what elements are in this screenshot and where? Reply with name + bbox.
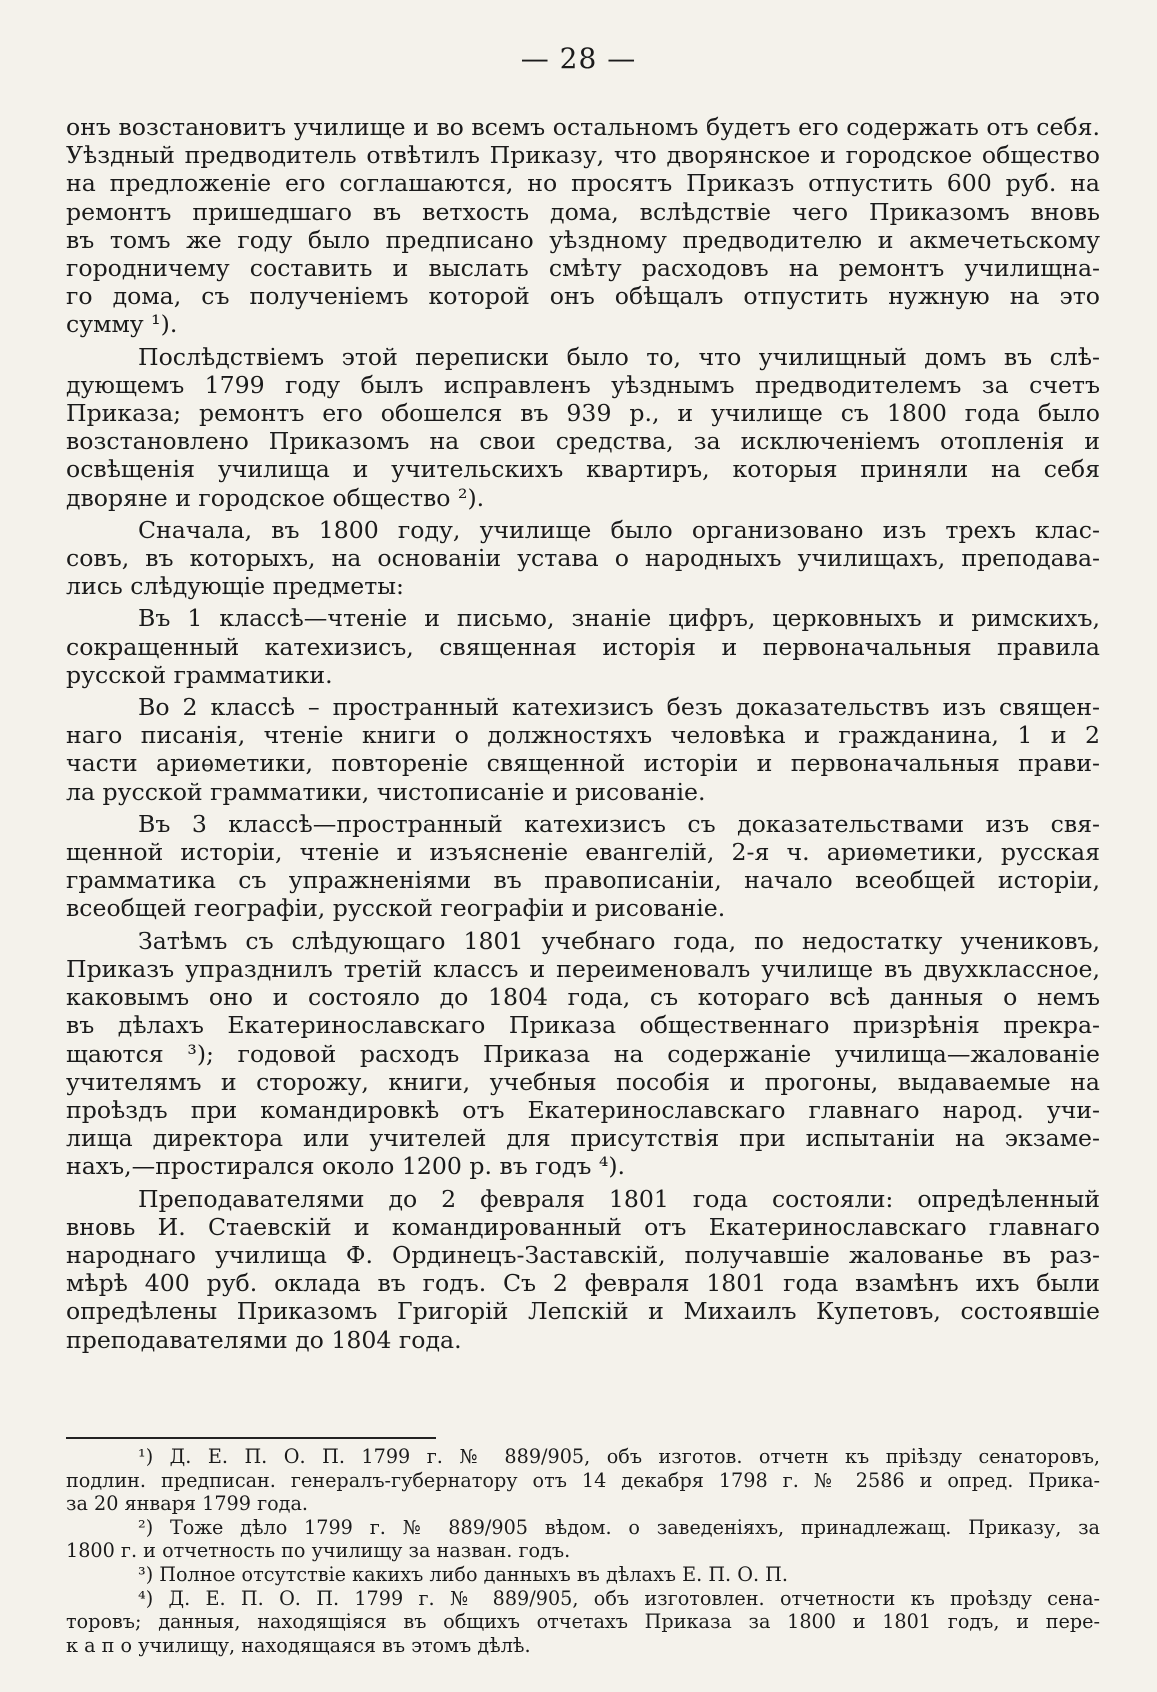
footnotes — [66, 1445, 1100, 1657]
text-line: освѣщенія училища и учительскихъ квартиръ, которыя приняли на себя — [66, 455, 1100, 484]
footnote — [66, 1563, 1100, 1587]
text-line: городничему составить и выслать смѣту расходовъ на ремонтъ училищна- — [66, 254, 1100, 283]
footnote-line: ²) Тоже дѣло 1799 г. № 889/905 вѣдом. о заведеніяхъ, принадлежащ. Приказу, за — [138, 1515, 1100, 1539]
text-line: онъ возстановитъ училище и во всемъ остальномъ будетъ его содержать отъ себя. — [66, 113, 1100, 141]
text-line: наго писанія, чтеніе книги о должностяхъ человѣка и гражданина, 1 и 2 — [66, 721, 1100, 750]
text-line: народнаго училища Ф. Ординецъ-Заставскій, получавшіе жалованье въ раз- — [66, 1240, 1100, 1269]
text-line: Послѣдствіемъ этой переписки было то, что училищный домъ въ слѣ- — [138, 342, 1100, 371]
text-line: Приказа; ремонтъ его обошелся въ 939 р., и училище съ 1800 года было — [66, 399, 1100, 428]
footnote-line: за 20 января 1799 года. — [66, 1492, 309, 1516]
paragraph — [66, 1185, 1100, 1354]
text-line: щаются ³); годовой расходъ Приказа на содержаніе училища—жалованіе — [66, 1039, 1100, 1068]
footnote-line: торовъ; данныя, находящіяся въ общихъ отчетахъ Приказа за 1800 и 1801 годъ, и пере- — [66, 1610, 1100, 1634]
text-line: части ариѳметики, повтореніе священной исторіи и первоначальныя прави- — [66, 749, 1100, 778]
text-line: Въ 1 классѣ—чтеніе и письмо, знаніе цифръ, церковныхъ и римскихъ, — [138, 604, 1100, 633]
text-line: Въ 3 классѣ—пространный катехизисъ съ доказательствами изъ свя- — [138, 809, 1100, 838]
text-line: преподавателями до 1804 года. — [66, 1325, 462, 1354]
text-line: Преподавателями до 2 февраля 1801 года состояли: опредѣленный — [138, 1184, 1100, 1213]
text-line: дворяне и городское общество ²). — [66, 483, 485, 512]
paragraph — [66, 693, 1100, 806]
text-line: ла русской грамматики, чистописаніе и рисованіе. — [66, 777, 706, 806]
paragraph — [66, 343, 1100, 512]
text-line: лись слѣдующіе предметы: — [66, 572, 405, 601]
text-line: Во 2 классѣ – пространный катехизисъ безъ доказательствъ изъ священ- — [138, 693, 1100, 722]
footnote-line: к а п о училищу, находящаяся въ этомъ дѣлѣ. — [66, 1633, 531, 1657]
footnote-line: 1800 г. и отчетность по училищу за назван. годъ. — [66, 1539, 571, 1563]
paragraph — [66, 113, 1100, 339]
text-line: русской грамматики. — [66, 660, 333, 689]
footnote-line: ¹) Д. Е. П. О. П. 1799 г. № 889/905, объ изготов. отчетн къ пріѣзду сенаторовъ, — [138, 1445, 1100, 1468]
text-line: дующемъ 1799 году былъ исправленъ уѣзднымъ предводителемъ за счетъ — [66, 370, 1100, 399]
footnote — [66, 1445, 1100, 1516]
text-line: учителямъ и сторожу, книги, учебныя пособія и прогоны, выдаваемые на — [66, 1067, 1100, 1096]
text-line: возстановлено Приказомъ на свои средства, за исключеніемъ отопленія и — [66, 427, 1100, 456]
text-line: ремонтъ пришедшаго въ ветхость дома, вслѣдствіе чего Приказомъ вновь — [66, 197, 1100, 226]
paragraph — [66, 927, 1100, 1181]
paragraph — [66, 810, 1100, 923]
page-number: — 28 — — [520, 42, 637, 75]
text-line: Уѣздный предводитель отвѣтилъ Приказу, что дворянское и городское общество — [66, 141, 1100, 170]
footnote-line: ³) Полное отсутствіе какихъ либо данныхъ въ дѣлахъ Е. П. О. П. — [138, 1562, 789, 1586]
text-line: мѣрѣ 400 руб. оклада въ годъ. Съ 2 февраля 1801 года взамѣнъ ихъ были — [66, 1269, 1100, 1298]
text-line: Приказъ упразднилъ третій классъ и переименовалъ училище въ двухклассное, — [66, 954, 1100, 983]
text-line: опредѣлены Приказомъ Григорій Лепскій и Михаилъ Купетовъ, состоявшіе — [66, 1297, 1100, 1326]
text-line: грамматика съ упражненіями въ правописаніи, начало всеобщей исторіи, — [66, 866, 1100, 895]
text-line: сокращенный катехизисъ, священная исторія и первоначальныя правила — [66, 632, 1100, 661]
footnote-separator — [66, 1437, 436, 1439]
text-line: лища директора или учителей для присутствія при испытаніи на экзаме- — [66, 1124, 1100, 1153]
text-line: сумму ¹). — [66, 310, 178, 339]
text-line: въ дѣлахъ Екатеринославскаго Приказа общественнаго призрѣнія прекра- — [66, 1011, 1100, 1040]
text-line: нахъ,—простирался около 1200 р. въ годъ ⁴). — [66, 1152, 626, 1181]
paragraph — [66, 516, 1100, 601]
paragraph — [66, 604, 1100, 689]
text-line: на предложеніе его соглашаются, но просятъ Приказъ отпустить 600 руб. на — [66, 169, 1100, 198]
text-line: щенной исторіи, чтеніе и изъясненіе евангелій, 2-я ч. ариѳметики, русская — [66, 838, 1100, 867]
text-line: Сначала, въ 1800 году, училище было организовано изъ трехъ клас- — [138, 515, 1100, 544]
footnote-line: ⁴) Д. Е. П. О. П. 1799 г. № 889/905, объ изготовлен. отчетности къ проѣзду сена- — [138, 1586, 1100, 1610]
footnote — [66, 1587, 1100, 1658]
footnote — [66, 1516, 1100, 1563]
text-line: го дома, съ полученіемъ которой онъ обѣщалъ отпустить нужную на это — [66, 282, 1100, 311]
text-line: проѣздъ при командировкѣ отъ Екатеринославскаго главнаго народ. учи- — [66, 1095, 1100, 1124]
footnote-line: подлин. предписан. генералъ-губернатору отъ 14 декабря 1798 г. № 2586 и опред. Прика- — [66, 1468, 1100, 1492]
text-line: Затѣмъ съ слѣдующаго 1801 учебнаго года, по недостатку учениковъ, — [138, 926, 1100, 955]
text-line: всеобщей географіи, русской географіи и рисованіе. — [66, 894, 726, 923]
text-line: совъ, въ которыхъ, на основаніи устава о народныхъ училищахъ, преподава- — [66, 544, 1100, 573]
body-text — [66, 113, 1100, 1358]
text-line: каковымъ оно и состояло до 1804 года, съ котораго всѣ данныя о немъ — [66, 983, 1100, 1012]
text-line: вновь И. Стаевскій и командированный отъ Екатеринославскаго главнаго — [66, 1212, 1100, 1241]
text-line: въ томъ же году было предписано уѣздному предводителю и акмечетьскому — [66, 225, 1100, 254]
